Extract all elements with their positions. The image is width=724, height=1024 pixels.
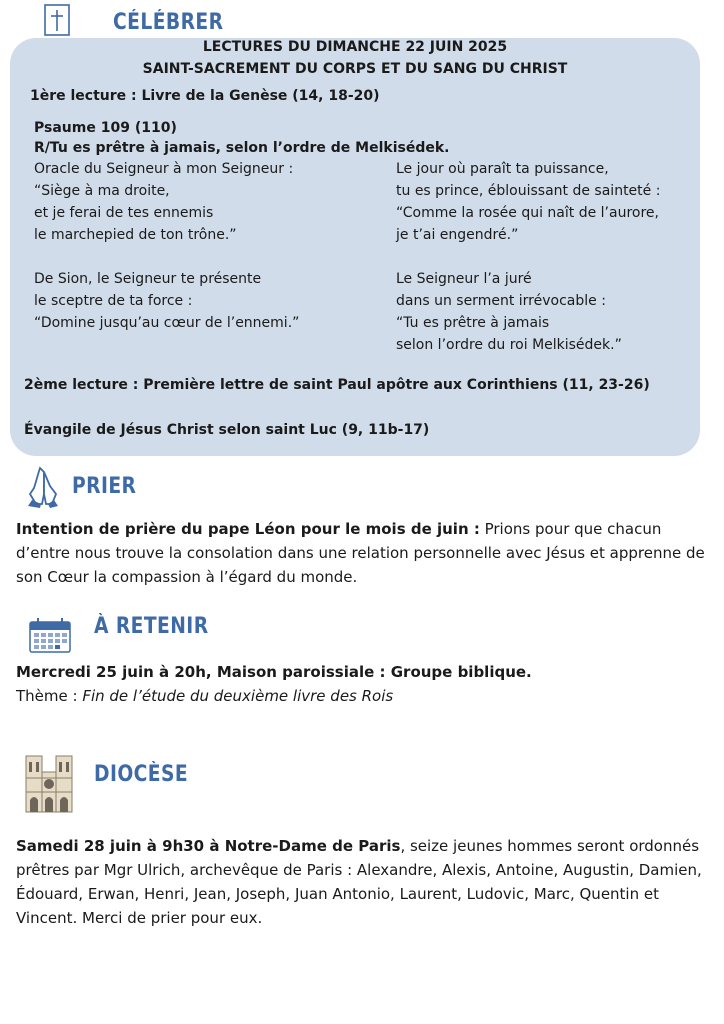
ordination-date: Samedi 28 juin à 9h30 à Notre-Dame de Paris <box>16 837 401 855</box>
event-theme-label: Thème : <box>16 687 83 705</box>
psalm-refrain: R/Tu es prêtre à jamais, selon l’ordre de Melkisédek. <box>34 140 450 156</box>
feast-title: SAINT-SACREMENT DU CORPS ET DU SANG DU CHRIST <box>142 61 568 77</box>
prayer-intention-title: Intention de prière du pape Léon pour le mois de juin : <box>16 520 480 538</box>
gospel-reading: Évangile de Jésus Christ selon saint Luc (9, 11b-17) <box>24 422 430 438</box>
psalm-line: De Sion, le Seigneur te présente <box>34 271 262 287</box>
cathedral-icon <box>24 750 74 814</box>
praying-hands-icon <box>24 464 60 510</box>
prayer-intention <box>16 517 706 589</box>
psalm-line: le sceptre de ta force : <box>34 293 193 309</box>
first-reading: 1ère lecture : Livre de la Genèse (14, 18-20) <box>30 88 380 104</box>
psalm-line: “Tu es prêtre à jamais <box>396 315 550 331</box>
section-heading-prier: PRIER <box>72 474 137 499</box>
psalm-line: selon l’ordre du roi Melkisédek.” <box>396 337 622 353</box>
psalm-line: le marchepied de ton trône.” <box>34 227 237 243</box>
psalm-line: et je ferai de tes ennemis <box>34 205 214 221</box>
psalm-line: “Comme la rosée qui naît de l’aurore, <box>396 205 659 221</box>
cross-icon <box>44 4 70 36</box>
event-announcement: Mercredi 25 juin à 20h, Maison paroissiale : Groupe biblique. <box>16 663 532 681</box>
second-reading: 2ème lecture : Première lettre de saint Paul apôtre aux Corinthiens (11, 23-26) <box>24 377 650 393</box>
psalm-line: tu es prince, éblouissant de sainteté : <box>396 183 661 199</box>
section-heading-diocese: DIOCÈSE <box>94 762 189 787</box>
psalm-line: Oracle du Seigneur à mon Seigneur : <box>34 161 294 177</box>
section-heading-retenir: À RETENIR <box>94 614 209 639</box>
psalm-title: Psaume 109 (110) <box>34 120 177 136</box>
ordination-text: , seize jeunes hommes seront ordonnés prêtres par Mgr Ulrich, archevêque de Paris : Alexandre, Alexis, Antoine, Augustin, Damien, Édouard, Erwan, Henri, Jean, Joseph, Juan Antonio, Laurent, Ludovic, Marc, Quentin et Vincent. Merci de prier pour eux. <box>16 837 702 927</box>
psalm-line: “Siège à ma droite, <box>34 183 170 199</box>
calendar-icon <box>28 616 74 656</box>
section-heading-celebrer: CÉLÉBRER <box>113 10 224 35</box>
readings-title: LECTURES DU DIMANCHE 22 JUIN 2025 <box>202 39 508 55</box>
event-theme-text: Fin de l’étude du deuxième livre des Rois <box>82 687 394 705</box>
event-theme <box>16 684 393 708</box>
psalm-line: Le jour où paraît ta puissance, <box>396 161 609 177</box>
prayer-intention-text: Prions pour que chacun d’entre nous trouve la consolation dans une relation personnelle avec Jésus et apprenne de son Cœur la compassion à l’égard du monde. <box>16 520 705 586</box>
ordination-announcement <box>16 834 706 930</box>
psalm-line: dans un serment irrévocable : <box>396 293 606 309</box>
psalm-line: je t’ai engendré.” <box>396 227 519 243</box>
psalm-line: “Domine jusqu’au cœur de l’ennemi.” <box>34 315 300 331</box>
psalm-line: Le Seigneur l’a juré <box>396 271 532 287</box>
